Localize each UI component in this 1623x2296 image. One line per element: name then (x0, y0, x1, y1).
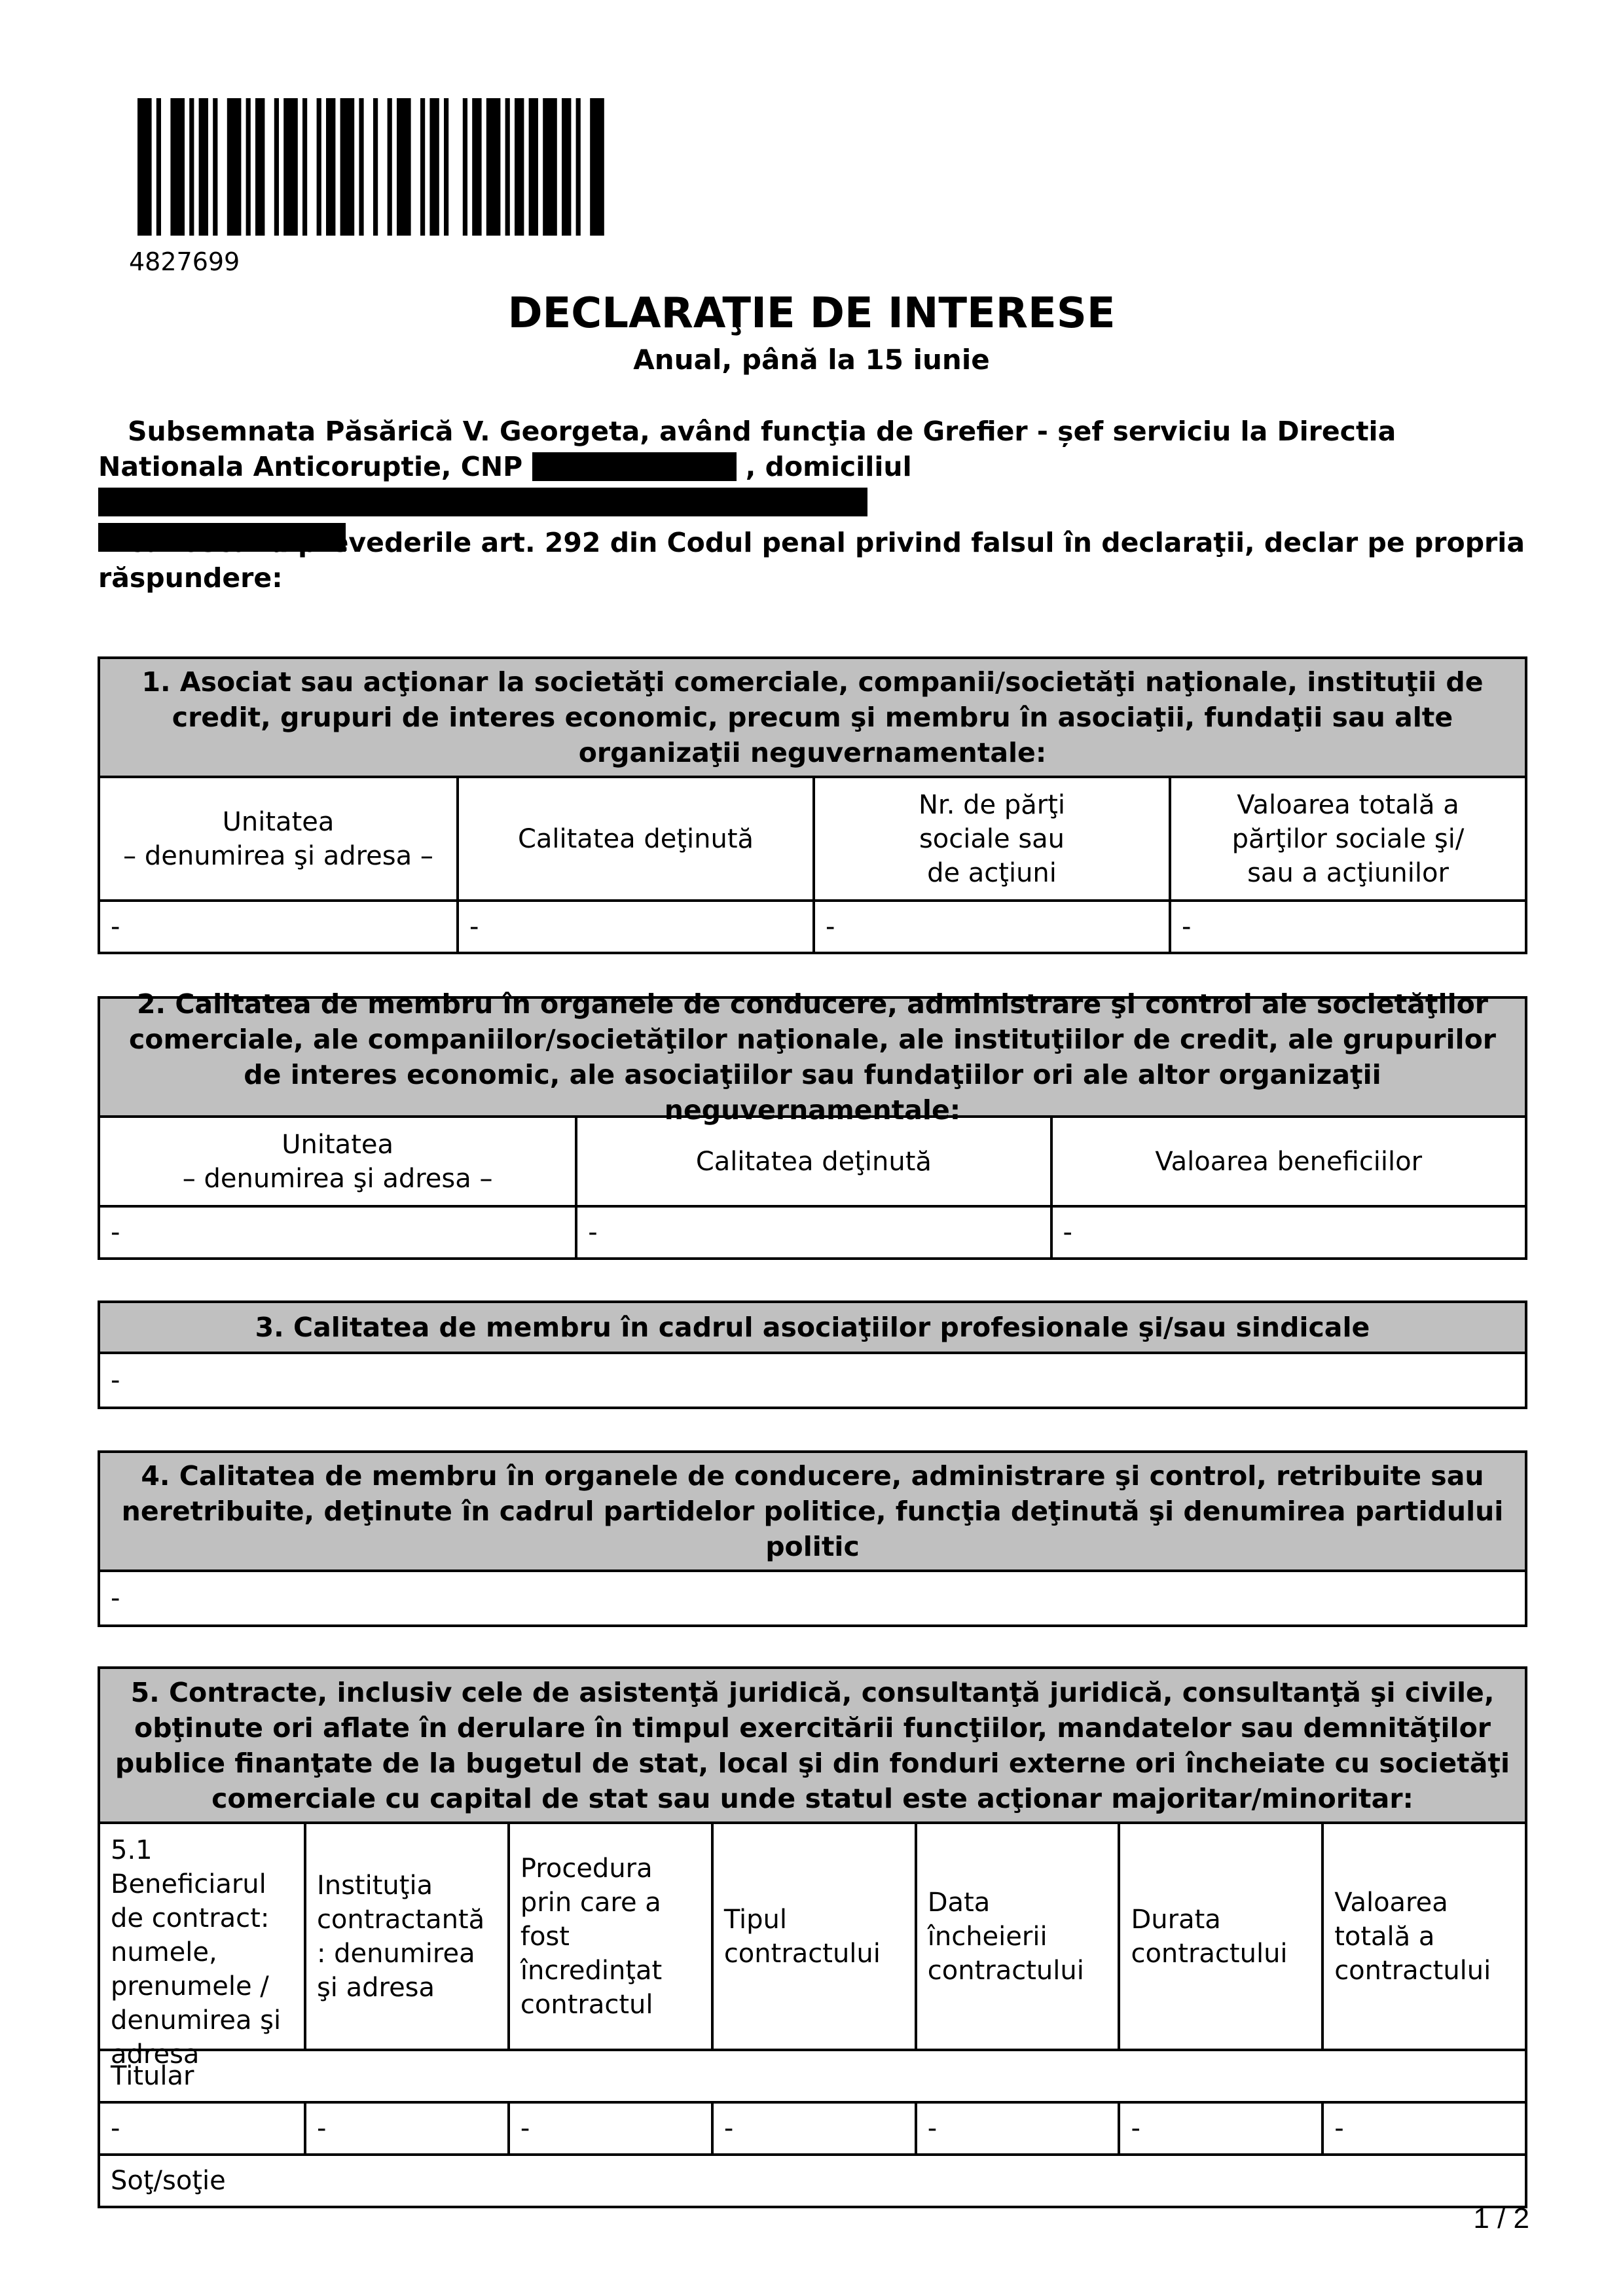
section5-cell: - (507, 2104, 711, 2153)
section5-col-data: Data încheierii contractului (915, 1824, 1118, 2049)
section2-cell: - (111, 1217, 120, 1247)
table-row (100, 1205, 1525, 1257)
table-row (100, 1572, 1525, 1624)
table-row (100, 2101, 1525, 2153)
section2-col-valoarea: Valoarea beneficiilor (1050, 1118, 1525, 1205)
section5-col-durata: Durata contractului (1118, 1824, 1321, 2049)
section5-col-beneficiar: 5.1 Beneficiarul de contract: numele, prenumele / denumirea şi adresa (111, 1835, 282, 2070)
section2-table (98, 988, 1527, 1260)
section5-sot-label: Soţ/soţie (111, 2166, 226, 2196)
section1-cell: - (456, 902, 812, 952)
section5-col-valoarea: Valoarea totală a contractului (1321, 1824, 1525, 2049)
section4-table (98, 1450, 1527, 1627)
section2-title: 2. Calitatea de membru în organele de conducere, administrare şi control ale societăţilor comerciale, ale companiilor/societăţilor naţionale, ale instituţiilor de credit, ale grupurilor de interes economic, ale asociaţiilor sau fundaţiilor ori ale altor organizaţii neguvernamentale: (100, 999, 1525, 1118)
section5-cell: - (915, 2104, 1118, 2153)
section1-table (98, 656, 1527, 954)
barcode-number: 4827699 (129, 247, 240, 276)
section1-title: 1. Asociat sau acţionar la societăţi comerciale, companii/societăţi naţionale, instituţii de credit, grupuri de interes economic, precum şi membru în asociaţii, fundaţii sau alte organizaţii neguvernamentale: (100, 659, 1525, 778)
page-number: 1 / 2 (1473, 2202, 1529, 2234)
section5-cell: - (1118, 2104, 1321, 2153)
section5-header-row (100, 1824, 1525, 2070)
section2-col-calitatea: Calitatea deţinută (575, 1118, 1049, 1205)
section5-cell: - (111, 2113, 120, 2144)
section1-col-calitatea: Calitatea deţinută (456, 778, 812, 899)
section5-cell: - (711, 2104, 915, 2153)
section2-header-row (100, 1118, 1525, 1205)
section2-col-unitatea: Unitatea – denumirea şi adresa – (182, 1129, 493, 1194)
section5-titular-row (100, 2049, 1525, 2101)
section3-title: 3. Calitatea de membru în cadrul asociaţiilor profesionale şi/sau sindicale (100, 1303, 1525, 1354)
section3-table (98, 1300, 1527, 1409)
section1-cell: - (812, 902, 1169, 952)
barcode (137, 98, 881, 236)
section1-col-valoarea: Valoarea totală a părţilor sociale şi/ sau a acţiunilor (1169, 778, 1525, 899)
section5-titular-label: Titular (111, 2061, 194, 2091)
section5-col-institutia: Instituţia contractantă : denumirea şi adresa (304, 1824, 507, 2049)
table-row (100, 899, 1525, 952)
document-title: DECLARAŢIE DE INTERESE (507, 289, 1116, 338)
section5-cell: - (304, 2104, 507, 2153)
section3-value: - (111, 1365, 120, 1395)
table-row (100, 1354, 1525, 1407)
intro-line1: Subsemnata Păsărică V. Georgeta, având funcţia de Grefier - șef serviciu la Directia Nationala Anticoruptie, CNP (98, 416, 1396, 482)
section4-value: - (111, 1583, 120, 1613)
section5-title: 5. Contracte, inclusiv cele de asistenţă juridică, consultanţă juridică, consultanţă şi civile, obţinute ori aflate în derulare în timpul exercitării funcţiilor, mandatelor sau demnităţilor publice finanţate de la bugetul de stat, local şi din fonduri externe ori încheiate cu societăţi comerciale cu capital de stat sau unde statul este acţionar majoritar/minoritar: (100, 1669, 1525, 1824)
section2-cell: - (575, 1208, 1049, 1257)
section1-col-nr-parti: Nr. de părţi sociale sau de acţiuni (812, 778, 1169, 899)
section1-header-row (100, 778, 1525, 899)
section4-title: 4. Calitatea de membru în organele de conducere, administrare şi control, retribuite sau neretribuite, deţinute în cadrul partidelor politice, funcţia deţinută şi denumirea partidului politic (100, 1453, 1525, 1572)
redacted-cnp (532, 452, 737, 481)
document-subtitle: Anual, până la 15 iunie (633, 344, 990, 376)
section1-cell: - (111, 912, 120, 942)
section5-cell: - (1321, 2104, 1525, 2153)
intro-declaration (98, 525, 1525, 596)
intro-domiciliu: , domiciliul (745, 451, 912, 482)
section5-col-procedura: Procedura prin care a fost încredinţat contractul (507, 1824, 711, 2049)
section1-cell: - (1169, 902, 1525, 952)
intro-line2: cunoscând prevederile art. 292 din Codul penal privind falsul în declaraţii, declar pe propria răspundere: (98, 527, 1525, 594)
section2-cell: - (1050, 1208, 1525, 1257)
redacted-address (98, 488, 867, 516)
section5-col-tipul: Tipul contractului (711, 1824, 915, 2049)
section5-table (98, 1666, 1527, 2208)
section5-sot-row (100, 2153, 1525, 2206)
section1-col-unitatea: Unitatea – denumirea şi adresa – (123, 806, 433, 871)
